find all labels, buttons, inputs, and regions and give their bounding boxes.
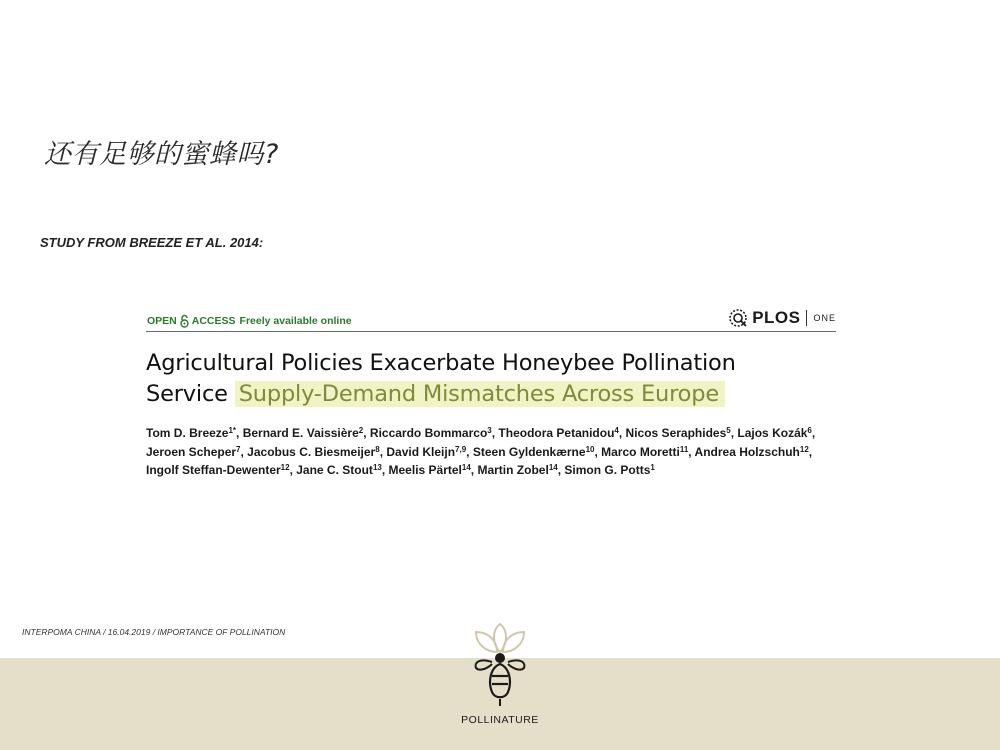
paper-title-line1: Agricultural Policies Exacerbate Honeybee Pollination [146, 350, 736, 376]
author [146, 463, 290, 477]
author-affiliation: 12 [799, 444, 809, 454]
study-label: STUDY FROM BREEZE ET AL. 2014: [40, 235, 264, 250]
author [146, 426, 236, 440]
plos-separator [806, 310, 807, 326]
author-list: Tom D. Breeze$^{1*}$, Bernard E. Vaissière$^2$, Riccardo Bommarco$^3$, Theodora Petanidou$^4$, Nicos Seraphides$^5$, Lajos Kozák$^6$, Jeroen Scheper$^7$, Jacobus C. Biesmeijer$^8$, David Kleijn$^{7,9}$, Steen Gyldenkærne$^{10}$, Marco Moretti$^{11}$, Andrea Holzschuh$^{12}$, Ingolf Steffan-Dewenter$^{12}$, Jane C. Stout$^{13}$, Meelis Pärtel$^{14}$, Martin Zobel$^{14}$, Simon G. Potts$^1$ [146, 426, 816, 477]
author-affiliation: 1* [228, 426, 237, 435]
pollinature-brand [448, 622, 552, 732]
paper-title-highlight: Supply-Demand Mismatches Across Europe [235, 381, 725, 407]
brand-name: POLLINATURE [461, 714, 539, 726]
author-name: Marco Moretti [601, 444, 680, 459]
author [473, 445, 595, 459]
author [695, 445, 809, 459]
freely-available-label: Freely available online [239, 315, 352, 327]
author-affiliation: 11 [679, 444, 689, 454]
paper-title [146, 348, 836, 410]
paper-excerpt [146, 304, 836, 504]
footer-text: INTERPOMA CHINA / 16.04.2019 / IMPORTANCE OF POLLINATION [22, 627, 286, 637]
author-name: Bernard E. Vaissière [242, 426, 359, 440]
open-access-line [147, 314, 352, 328]
paper-header [146, 304, 836, 332]
author-affiliation: 5 [726, 426, 731, 435]
author-affiliation: 14 [461, 463, 471, 472]
author [564, 463, 654, 477]
author-affiliation: 1 [650, 463, 655, 472]
author-name: Riccardo Bommarco [369, 426, 488, 440]
author-name: Martin Zobel [477, 463, 549, 477]
slide-title: 还有足够的蜜蜂吗? [44, 139, 279, 170]
bee-logo-icon [470, 622, 530, 708]
author-name: Jeroen Scheper [146, 444, 237, 459]
author-name: Simon G. Potts [564, 463, 651, 477]
plos-wordmark: PLOS [752, 308, 801, 327]
author-name: Meelis Pärtel [388, 463, 462, 477]
author-affiliation: 13 [372, 463, 382, 472]
author [243, 426, 364, 440]
author-affiliation: 10 [585, 444, 595, 454]
author-name: Tom D. Breeze [146, 426, 229, 440]
author-name: David Kleijn [386, 444, 456, 459]
author-name: Theodora Petanidou [498, 426, 615, 440]
author-name: Steen Gyldenkærne [472, 444, 586, 459]
author [389, 463, 471, 477]
plos-one-logo [727, 306, 836, 330]
author-name: Jacobus C. Biesmeijer [247, 444, 376, 459]
plos-one-wordmark: ONE [813, 313, 836, 323]
author-affiliation: 3 [487, 426, 492, 435]
author-affiliation: 4 [614, 426, 619, 435]
author-affiliation: 6 [807, 426, 812, 435]
author-name: Lajos Kozák [737, 426, 808, 440]
open-access-lock-icon [179, 314, 190, 328]
author [737, 426, 811, 440]
author-name: Ingolf Steffan-Dewenter [146, 463, 281, 477]
access-label: ACCESS [191, 315, 236, 327]
author [601, 445, 688, 459]
author [370, 426, 492, 440]
author-affiliation: 7,9 [455, 444, 467, 454]
author [386, 445, 466, 459]
author [146, 445, 241, 459]
author-name: Andrea Holzschuh [694, 444, 800, 459]
author [477, 463, 557, 477]
author-affiliation: 7 [236, 444, 241, 454]
author [247, 445, 380, 459]
paper-title-line2-plain: Service [146, 381, 228, 407]
author [626, 426, 731, 440]
author-affiliation: 12 [280, 463, 290, 472]
author-affiliation: 14 [548, 463, 558, 472]
author [498, 426, 618, 440]
author [296, 463, 382, 477]
author-name: Nicos Seraphides [625, 426, 727, 440]
plos-mark-icon [727, 307, 749, 329]
paper-title-line2 [146, 379, 836, 410]
open-label: OPEN [147, 315, 177, 327]
author-name: Jane C. Stout [296, 463, 373, 477]
author-affiliation: 2 [358, 426, 364, 435]
author-affiliation: 8 [375, 444, 380, 454]
